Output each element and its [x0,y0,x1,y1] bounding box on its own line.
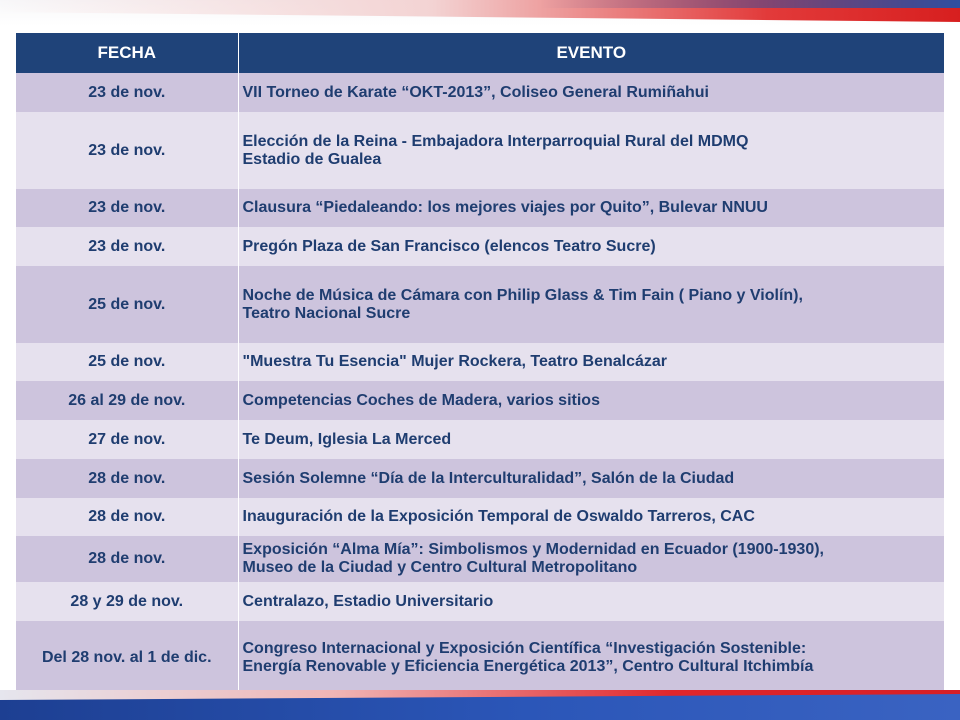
top-blue-band [540,0,960,8]
event-line: Exposición “Alma Mía”: Simbolismos y Modernidad en Ecuador (1900-1930), [242,541,824,558]
table-row [16,498,944,536]
table-row [16,582,944,621]
table-row [16,112,944,189]
event-date: 28 de nov. [16,536,238,582]
table-row [16,73,944,112]
event-description [238,536,944,582]
event-line: Energía Renovable y Eficiencia Energética 2013”, Centro Cultural Itchimbía [242,657,814,675]
bottom-decorative-stripe [0,690,960,720]
event-description [238,189,944,227]
event-line: "Muestra Tu Esencia" Mujer Rockera, Teatro Benalcázar [242,353,668,370]
event-description [238,459,944,498]
table-row [16,621,944,694]
event-line: Te Deum, Iglesia La Merced [242,430,452,448]
event-date: 25 de nov. [16,343,238,381]
event-line: VII Torneo de Karate “OKT-2013”, Coliseo General Rumiñahui [242,83,709,101]
event-description [238,381,944,420]
event-line: Pregón Plaza de San Francisco (elencos Teatro Sucre) [242,237,656,255]
event-date: 23 de nov. [16,227,238,266]
event-description [238,582,944,621]
event-line: Inauguración de la Exposición Temporal de Oswaldo Tarreros, CAC [242,508,755,525]
header-fecha: FECHA [16,33,238,73]
table-row [16,459,944,498]
event-date: 25 de nov. [16,266,238,343]
event-date: 23 de nov. [16,112,238,189]
table-header-row [16,33,944,73]
event-date: 26 al 29 de nov. [16,381,238,420]
event-description [238,112,944,189]
event-description [238,266,944,343]
table-row [16,189,944,227]
table-row [16,266,944,343]
event-date: 23 de nov. [16,73,238,112]
event-line: Noche de Música de Cámara con Philip Glass & Tim Fain ( Piano y Violín), [242,286,803,304]
table-row [16,381,944,420]
event-description [238,498,944,536]
table-body [16,73,944,694]
event-date: 27 de nov. [16,420,238,459]
table-row [16,420,944,459]
event-line: Competencias Coches de Madera, varios sitios [242,391,600,409]
event-line: Sesión Solemne “Día de la Interculturalidad”, Salón de la Ciudad [242,469,735,487]
event-date: 28 y 29 de nov. [16,582,238,621]
event-line: Teatro Nacional Sucre [242,304,411,322]
header-evento: EVENTO [238,33,944,73]
event-description [238,227,944,266]
event-description [238,621,944,694]
table-row [16,536,944,582]
top-decorative-stripe [0,0,960,26]
table-row [16,343,944,381]
event-line: Congreso Internacional y Exposición Científica “Investigación Sostenible: [242,639,807,657]
event-description [238,343,944,381]
event-date: 23 de nov. [16,189,238,227]
event-description [238,420,944,459]
event-date: Del 28 nov. al 1 de dic. [16,621,238,694]
bottom-red-band [0,690,960,700]
event-date: 28 de nov. [16,498,238,536]
event-line: Elección de la Reina - Embajadora Interparroquial Rural del MDMQ [242,132,749,150]
event-date: 28 de nov. [16,459,238,498]
event-line: Museo de la Ciudad y Centro Cultural Metropolitano [242,559,638,576]
events-table [16,33,944,694]
table-row [16,227,944,266]
event-description [238,73,944,112]
event-line: Centralazo, Estadio Universitario [242,592,494,610]
event-line: Clausura “Piedaleando: los mejores viajes por Quito”, Bulevar NNUU [242,199,768,216]
event-line: Estadio de Gualea [242,150,382,168]
